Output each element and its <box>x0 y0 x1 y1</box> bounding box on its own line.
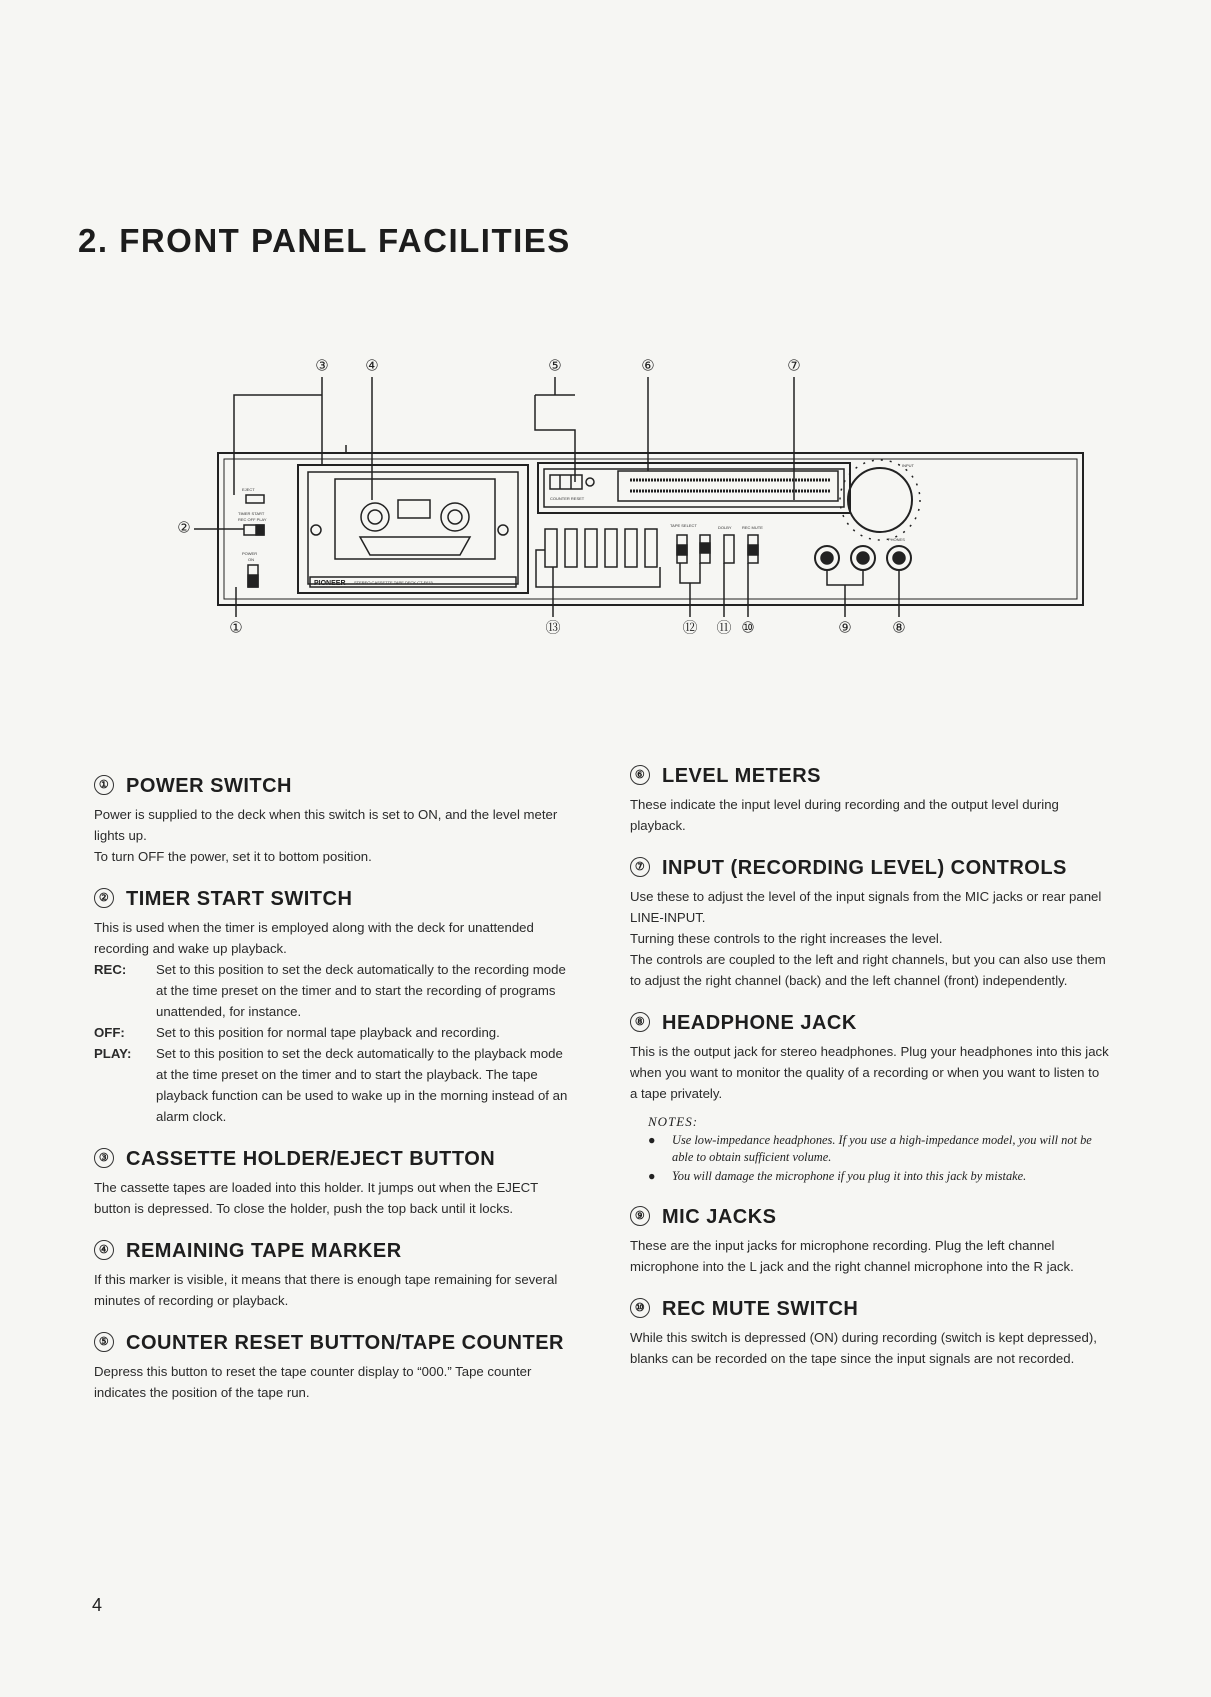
callout-4: ④ <box>365 358 379 375</box>
callout-6: ⑥ <box>641 358 655 375</box>
callout-12: ⑫ <box>682 620 698 637</box>
section-number: ⑤ <box>94 1332 114 1352</box>
definition-desc: Set to this position for normal tape playback and recording. <box>156 1025 500 1040</box>
callout-3: ③ <box>315 358 329 375</box>
section-number: ⑦ <box>630 857 650 877</box>
callout-8: ⑧ <box>892 620 906 637</box>
section-paragraph: This is the output jack for stereo headphones. Plug your headphones into this jack when you want to monitor the quality of a recording or when you want to listen to a tape privately. <box>630 1044 1109 1101</box>
section-paragraph: If this marker is visible, it means that there is enough tape remaining for several minutes of recording or playback. <box>94 1272 558 1308</box>
panel-label-tape-select: TAPE SELECT <box>670 523 697 528</box>
bullet-icon: ● <box>648 1169 656 1183</box>
section-heading <box>630 856 1110 880</box>
level-meters <box>618 471 838 501</box>
page-number: 4 <box>92 1595 103 1615</box>
definition-off <box>94 1022 574 1043</box>
section-heading <box>94 1331 574 1355</box>
section-paragraph: These are the input jacks for microphone recording. Plug the left channel microphone into the L jack and the right channel microphone into the R jack. <box>630 1238 1074 1274</box>
section-paragraph: This is used when the timer is employed along with the deck for unattended recording and wake up playback. <box>94 920 534 956</box>
section-heading <box>630 1205 1110 1229</box>
section-title: HEADPHONE JACK <box>662 1012 857 1034</box>
section-title: REMAINING TAPE MARKER <box>126 1240 402 1262</box>
section-number: ③ <box>94 1148 114 1168</box>
panel-label-dolby: DOLBY <box>718 525 732 530</box>
section-title: COUNTER RESET BUTTON/TAPE COUNTER <box>126 1332 564 1354</box>
section-cassette-holder <box>94 1147 574 1219</box>
dolby-switch <box>724 535 734 563</box>
section-number: ⑩ <box>630 1298 650 1318</box>
section-number: ④ <box>94 1240 114 1260</box>
section-input-controls <box>630 856 1110 991</box>
callout-5: ⑤ <box>548 358 562 375</box>
section-paragraph: The controls are coupled to the left and right channels, but you can also use them to adjust the right channel (back) and the left channel (front) independently. <box>630 952 1106 988</box>
section-heading <box>94 1239 574 1263</box>
section-title: CASSETTE HOLDER/EJECT BUTTON <box>126 1148 496 1170</box>
panel-brand: PIONEER <box>314 580 346 587</box>
notes-title: NOTES: <box>648 1114 699 1129</box>
section-heading <box>94 887 574 911</box>
section-counter-reset <box>94 1331 574 1403</box>
page-title: 2. FRONT PANEL FACILITIES <box>78 222 571 259</box>
cassette-holder <box>298 465 528 593</box>
section-heading <box>94 774 574 798</box>
note-item <box>648 1132 1110 1166</box>
section-number: ② <box>94 888 114 908</box>
remaining-tape-marker <box>398 500 430 518</box>
panel-label-rec-mute: REC MUTE <box>742 525 763 530</box>
callout-13: ⑬ <box>545 620 561 637</box>
callout-1: ① <box>229 620 243 637</box>
panel-label-input: INPUT <box>902 463 914 468</box>
tape-counter <box>550 475 582 489</box>
section-power-switch <box>94 774 574 867</box>
section-timer-start-switch <box>94 887 574 1127</box>
definition-term: PLAY: <box>94 1046 132 1061</box>
definition-term: OFF: <box>94 1025 125 1040</box>
section-heading <box>630 764 1110 788</box>
panel-label-phones: PHONES <box>888 537 905 542</box>
section-paragraph: Power is supplied to the deck when this switch is set to ON, and the level meter lights up. <box>94 807 558 843</box>
front-panel-illustration <box>140 355 1130 695</box>
note-text: You will damage the microphone if you plug it into this jack by mistake. <box>672 1169 1027 1183</box>
section-number: ① <box>94 775 114 795</box>
tape-reel-right <box>441 503 469 531</box>
panel-label-on: ON <box>248 557 254 562</box>
section-title: INPUT (RECORDING LEVEL) CONTROLS <box>662 857 1067 879</box>
input-level-knob <box>848 468 912 532</box>
section-paragraph: These indicate the input level during recording and the output level during playback. <box>630 797 1059 833</box>
callout-2: ② <box>177 520 191 537</box>
section-heading <box>94 1147 574 1171</box>
definition-term: REC: <box>94 962 127 977</box>
section-paragraph: To turn OFF the power, set it to bottom position. <box>94 849 372 864</box>
section-title: REC MUTE SWITCH <box>662 1298 859 1320</box>
panel-label-timer: TIMER START <box>238 511 265 516</box>
callout-9: ⑨ <box>838 620 852 637</box>
section-remaining-tape-marker <box>94 1239 574 1311</box>
definition-play <box>94 1043 574 1127</box>
panel-label-eject: EJECT <box>242 487 255 492</box>
panel-label-rec-off-play: REC OFF PLAY <box>238 517 267 522</box>
section-headphone-jack <box>630 1011 1110 1185</box>
definition-rec <box>94 959 574 1022</box>
note-text: Use low-impedance headphones. If you use a high-impedance model, you will not be able to obtain sufficient volume. <box>672 1133 1092 1164</box>
eject-button <box>246 495 264 503</box>
definition-desc: Set to this position to set the deck automatically to the recording mode at the time preset on the timer and to start the recording of programs unattended, for instance. <box>156 962 566 1019</box>
counter-reset-button <box>586 478 594 486</box>
front-panel-diagram <box>140 355 1130 695</box>
left-column <box>94 774 574 1423</box>
section-mic-jacks <box>630 1205 1110 1277</box>
section-title: TIMER START SWITCH <box>126 888 353 910</box>
section-paragraph: Depress this button to reset the tape counter display to “000.” Tape counter indicates the position of the tape run. <box>94 1364 532 1400</box>
callout-11: ⑪ <box>716 620 732 637</box>
section-paragraph: The cassette tapes are loaded into this holder. It jumps out when the EJECT button is depressed. To close the holder, push the top back until it locks. <box>94 1180 538 1216</box>
cassette-window <box>335 479 495 559</box>
callout-10: ⑩ <box>741 620 755 637</box>
callout-7: ⑦ <box>787 358 801 375</box>
section-title: LEVEL METERS <box>662 765 821 787</box>
right-column <box>630 764 1110 1389</box>
section-paragraph: Turning these controls to the right increases the level. <box>630 931 943 946</box>
panel-label-power: POWER <box>242 551 258 556</box>
section-title: POWER SWITCH <box>126 775 292 797</box>
section-heading <box>630 1011 1110 1035</box>
note-item <box>648 1168 1110 1185</box>
section-heading <box>630 1297 1110 1321</box>
section-paragraph: While this switch is depressed (ON) during recording (switch is kept depressed), blanks can be recorded on the tape since the input signals are not recorded. <box>630 1330 1097 1366</box>
tape-reel-left <box>361 503 389 531</box>
section-paragraph: Use these to adjust the level of the input signals from the MIC jacks or rear panel LINE-INPUT. <box>630 889 1102 925</box>
section-rec-mute-switch <box>630 1297 1110 1369</box>
section-number: ⑨ <box>630 1206 650 1226</box>
section-number: ⑧ <box>630 1012 650 1032</box>
section-level-meters <box>630 764 1110 836</box>
bullet-icon: ● <box>648 1133 656 1147</box>
section-number: ⑥ <box>630 765 650 785</box>
panel-label-counter-reset: COUNTER RESET <box>550 496 585 501</box>
section-title: MIC JACKS <box>662 1206 777 1228</box>
definition-desc: Set to this position to set the deck automatically to the playback mode at the time preset on the timer and to start the playback. The tape playback function can be used to wake up in the morning instead of an alarm clock. <box>156 1046 568 1124</box>
panel-model: STEREO CASSETTE TAPE DECK CT-F615 <box>354 580 433 585</box>
